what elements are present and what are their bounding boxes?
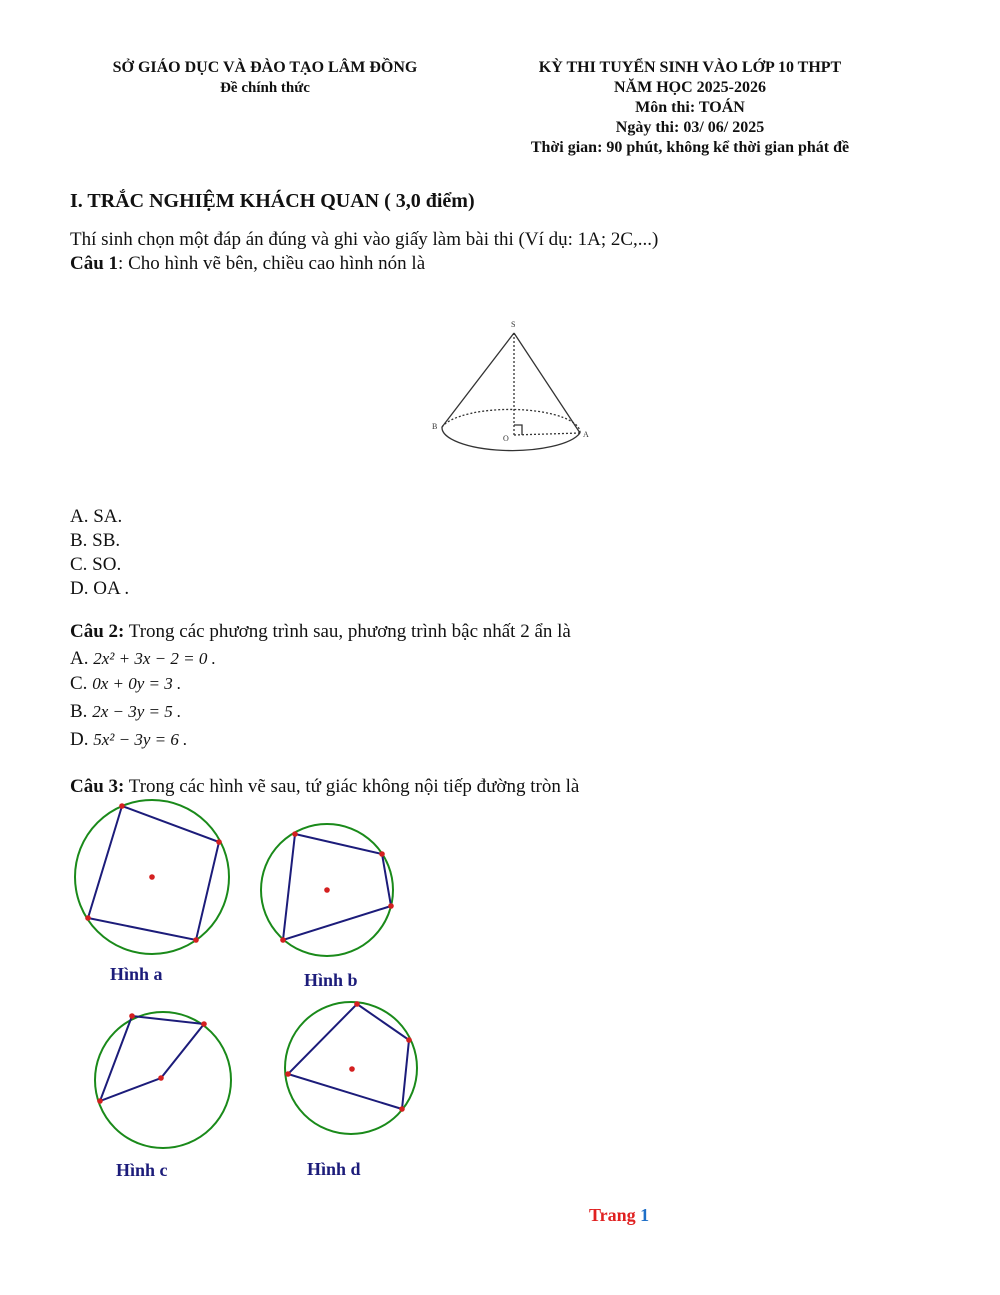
question-2-text: Trong các phương trình sau, phương trình bậc nhất 2 ẩn là [124,621,571,642]
school-year: NĂM HỌC 2025-2026 [614,79,766,96]
exam-title: KỲ THI TUYỂN SINH VÀO LỚP 10 THPT [538,59,842,76]
q2-option-1-expr: 2x² + 3x − 2 = 0 . [93,649,216,668]
page-number: 1 [640,1205,650,1225]
caption-figure-c: Hình c [116,1160,168,1180]
figure-b-quadrilateral [283,834,391,940]
section-title: I. TRẮC NGHIỆM KHÁCH QUAN ( 3,0 điểm) [70,190,475,212]
q2-option-2-letter: C. [70,673,88,694]
question-3-text: Trong các hình vẽ sau, tứ giác không nội tiếp đường tròn là [124,776,580,797]
label-s: S [511,320,516,329]
caption-figure-d: Hình d [307,1159,361,1179]
question-1-label: Câu 1 [70,253,119,274]
q2-option-4-letter: D. [70,729,89,750]
question-1-text: : Cho hình vẽ bên, chiều cao hình nón là [118,253,426,274]
q1-option-a: A. SA. [70,506,123,527]
figure-c-quadrilateral [100,1016,204,1101]
figure-c [95,1012,231,1148]
label-a: A [583,430,589,439]
instructions: Thí sinh chọn một đáp án đúng và ghi vào giấy làm bài thi (Ví dụ: 1A; 2C,...) [70,229,659,250]
figure-d [285,1001,417,1134]
exam-duration: Thời gian: 90 phút, không kể thời gian phát đề [530,139,850,156]
q1-option-c: C. SO. [70,554,122,575]
subject: Môn thi: TOÁN [635,99,745,116]
question-3-label: Câu 3: [70,776,125,797]
page-word: Trang [589,1205,636,1225]
figure-b [261,824,394,956]
q2-option-4-expr: 5x² − 3y = 6 . [93,730,188,749]
q1-option-b: B. SB. [70,530,121,551]
q2-option-3-expr: 2x − 3y = 5 . [92,702,182,721]
caption-figure-a: Hình a [110,964,163,984]
q2-option-2-expr: 0x + 0y = 3 . [92,674,182,693]
q2-option-3-letter: B. [70,701,88,722]
official-label: Đề chính thức [220,80,310,96]
question-2-label: Câu 2: [70,621,125,642]
label-b: B [432,422,438,431]
label-o: O [503,434,509,443]
q2-option-1-letter: A. [70,648,89,669]
figure-a [75,800,229,954]
figure-a-quadrilateral [88,806,219,940]
page-footer [589,1205,649,1226]
figure-c-circle [95,1012,231,1148]
exam-date: Ngày thi: 03/ 06/ 2025 [615,119,765,136]
q1-option-d: D. OA . [70,578,130,599]
department-name: SỞ GIÁO DỤC VÀ ĐÀO TẠO LÂM ĐỒNG [112,59,418,76]
caption-figure-b: Hình b [304,970,358,990]
